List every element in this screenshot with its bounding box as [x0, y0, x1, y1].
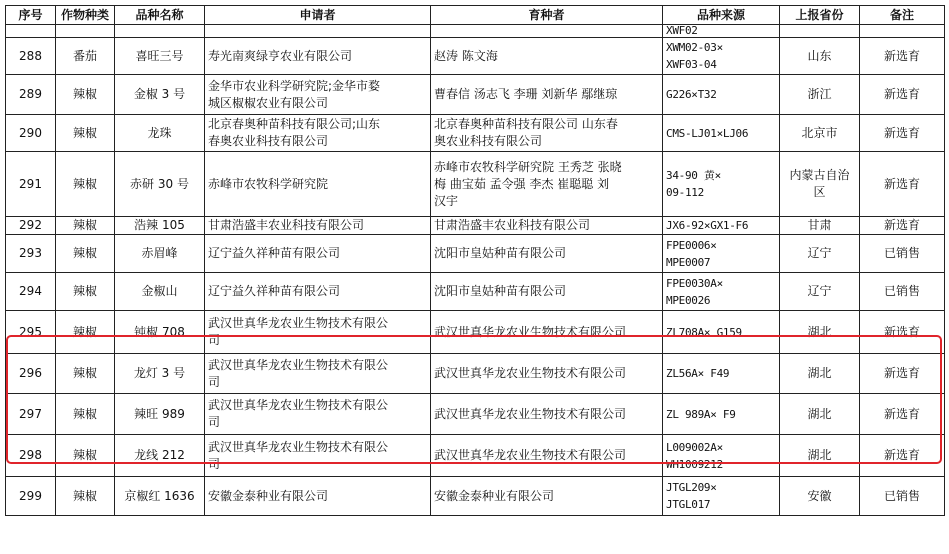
- table-row: [6, 435, 945, 477]
- source-cell: JTGL209× JTGL017: [663, 477, 780, 516]
- crop-cell: 辣椒: [56, 75, 115, 115]
- province-cell: 辽宁: [780, 273, 860, 311]
- note-cell: 已销售: [860, 235, 945, 273]
- row-number-cell: 295: [6, 311, 56, 354]
- applicant-cell: 甘肃浩盛丰农业科技有限公司: [205, 217, 431, 235]
- note-cell: 新选育: [860, 38, 945, 75]
- applicant-cell: 武汉世真华龙农业生物技术有限公 司: [205, 435, 431, 477]
- variety-table: [5, 5, 945, 516]
- header-breeder: 育种者: [431, 6, 663, 25]
- crop-cell: 番茄: [56, 38, 115, 75]
- header-source: 品种来源: [663, 6, 780, 25]
- source-cell: FPE0006× MPE0007: [663, 235, 780, 273]
- crop-cell: 辣椒: [56, 217, 115, 235]
- breeder-cell: 赤峰市农牧科学研究院 王秀芝 张晓 梅 曲宝茹 孟令强 李杰 崔聪聪 刘 汉宇: [431, 152, 663, 217]
- source-cell: ZL708A× G159: [663, 311, 780, 354]
- row-number-cell: 292: [6, 217, 56, 235]
- row-number-cell: 298: [6, 435, 56, 477]
- breeder-cell: 武汉世真华龙农业生物技术有限公司: [431, 354, 663, 394]
- breeder-cell: 赵涛 陈文海: [431, 38, 663, 75]
- variety-name-cell: 龙线 212: [115, 435, 205, 477]
- variety-name-cell: 京椒红 1636: [115, 477, 205, 516]
- crop-cell: 辣椒: [56, 152, 115, 217]
- variety-name-cell: 龙灯 3 号: [115, 354, 205, 394]
- province-cell: 内蒙古自治 区: [780, 152, 860, 217]
- row-number-cell: 294: [6, 273, 56, 311]
- variety-name-cell: 龙珠: [115, 115, 205, 152]
- variety-name-cell: 钝椒 708: [115, 311, 205, 354]
- province-cell: 安徽: [780, 477, 860, 516]
- province-cell: 湖北: [780, 311, 860, 354]
- row-number-cell: 289: [6, 75, 56, 115]
- breeder-cell: 甘肃浩盛丰农业科技有限公司: [431, 217, 663, 235]
- crop-cell: 辣椒: [56, 235, 115, 273]
- breeder-cell: 沈阳市皇姑种苗有限公司: [431, 235, 663, 273]
- header-row: [6, 6, 945, 25]
- crop-cell: 辣椒: [56, 115, 115, 152]
- province-cell: 浙江: [780, 75, 860, 115]
- breeder-cell: 北京春奥种苗科技有限公司 山东春 奥农业科技有限公司: [431, 115, 663, 152]
- source-cell: ZL56A× F49: [663, 354, 780, 394]
- table-row: [6, 235, 945, 273]
- table-row: [6, 75, 945, 115]
- province-cell: 山东: [780, 38, 860, 75]
- row-number-cell: 296: [6, 354, 56, 394]
- note-cell: 新选育: [860, 311, 945, 354]
- applicant-cell: 辽宁益久祥种苗有限公司: [205, 273, 431, 311]
- table-row: [6, 354, 945, 394]
- breeder-cell: 武汉世真华龙农业生物技术有限公司: [431, 311, 663, 354]
- source-cell: L009002A× WH1009212: [663, 435, 780, 477]
- source-cell: FPE0030A× MPE0026: [663, 273, 780, 311]
- applicant-cell: 北京春奥种苗科技有限公司;山东 春奥农业科技有限公司: [205, 115, 431, 152]
- variety-name-cell: 赤眉峰: [115, 235, 205, 273]
- table-row: [6, 217, 945, 235]
- variety-name-cell: 金椒 3 号: [115, 75, 205, 115]
- source-cell: G226×T32: [663, 75, 780, 115]
- table-row: [6, 273, 945, 311]
- crop-cell: 辣椒: [56, 394, 115, 435]
- header-no: 序号: [6, 6, 56, 25]
- note-cell: 新选育: [860, 354, 945, 394]
- crop-cell: 辣椒: [56, 435, 115, 477]
- partial-source-cell: XWF02: [663, 25, 780, 38]
- applicant-cell: 武汉世真华龙农业生物技术有限公 司: [205, 311, 431, 354]
- row-number-cell: 288: [6, 38, 56, 75]
- table-row: [6, 311, 945, 354]
- partial-row: [6, 25, 945, 38]
- row-number-cell: 297: [6, 394, 56, 435]
- breeder-cell: 武汉世真华龙农业生物技术有限公司: [431, 394, 663, 435]
- note-cell: 新选育: [860, 115, 945, 152]
- table-row: [6, 152, 945, 217]
- note-cell: 新选育: [860, 217, 945, 235]
- table-row: [6, 38, 945, 75]
- breeder-cell: 曹春信 汤志飞 李珊 刘新华 鄢继琼: [431, 75, 663, 115]
- crop-cell: 辣椒: [56, 311, 115, 354]
- note-cell: 新选育: [860, 75, 945, 115]
- row-number-cell: 291: [6, 152, 56, 217]
- note-cell: 已销售: [860, 477, 945, 516]
- applicant-cell: 安徽金泰种业有限公司: [205, 477, 431, 516]
- province-cell: 北京市: [780, 115, 860, 152]
- variety-name-cell: 赤研 30 号: [115, 152, 205, 217]
- note-cell: 新选育: [860, 435, 945, 477]
- source-cell: ZL 989A× F9: [663, 394, 780, 435]
- source-cell: XWM02-03× XWF03-04: [663, 38, 780, 75]
- variety-name-cell: 金椒山: [115, 273, 205, 311]
- source-cell: 34-90 黄× 09-112: [663, 152, 780, 217]
- breeder-cell: 安徽金泰种业有限公司: [431, 477, 663, 516]
- breeder-cell: 武汉世真华龙农业生物技术有限公司: [431, 435, 663, 477]
- table-row: [6, 394, 945, 435]
- row-number-cell: 299: [6, 477, 56, 516]
- header-variety: 品种名称: [115, 6, 205, 25]
- province-cell: 辽宁: [780, 235, 860, 273]
- applicant-cell: 辽宁益久祥种苗有限公司: [205, 235, 431, 273]
- table-row: [6, 115, 945, 152]
- header-note: 备注: [860, 6, 945, 25]
- applicant-cell: 赤峰市农牧科学研究院: [205, 152, 431, 217]
- province-cell: 湖北: [780, 354, 860, 394]
- province-cell: 甘肃: [780, 217, 860, 235]
- applicant-cell: 金华市农业科学研究院;金华市婺 城区椒椒农业有限公司: [205, 75, 431, 115]
- crop-cell: 辣椒: [56, 354, 115, 394]
- breeder-cell: 沈阳市皇姑种苗有限公司: [431, 273, 663, 311]
- table-row: [6, 477, 945, 516]
- variety-name-cell: 浩辣 105: [115, 217, 205, 235]
- header-crop: 作物种类: [56, 6, 115, 25]
- header-province: 上报省份: [780, 6, 860, 25]
- row-number-cell: 290: [6, 115, 56, 152]
- row-number-cell: 293: [6, 235, 56, 273]
- province-cell: 湖北: [780, 394, 860, 435]
- variety-name-cell: 喜旺三号: [115, 38, 205, 75]
- applicant-cell: 武汉世真华龙农业生物技术有限公 司: [205, 394, 431, 435]
- crop-cell: 辣椒: [56, 273, 115, 311]
- province-cell: 湖北: [780, 435, 860, 477]
- variety-name-cell: 辣旺 989: [115, 394, 205, 435]
- source-cell: JX6-92×GX1-F6: [663, 217, 780, 235]
- note-cell: 新选育: [860, 394, 945, 435]
- applicant-cell: 武汉世真华龙农业生物技术有限公 司: [205, 354, 431, 394]
- header-applicant: 申请者: [205, 6, 431, 25]
- crop-cell: 辣椒: [56, 477, 115, 516]
- applicant-cell: 寿光南爽绿亨农业有限公司: [205, 38, 431, 75]
- source-cell: CMS-LJ01×LJ06: [663, 115, 780, 152]
- note-cell: 新选育: [860, 152, 945, 217]
- note-cell: 已销售: [860, 273, 945, 311]
